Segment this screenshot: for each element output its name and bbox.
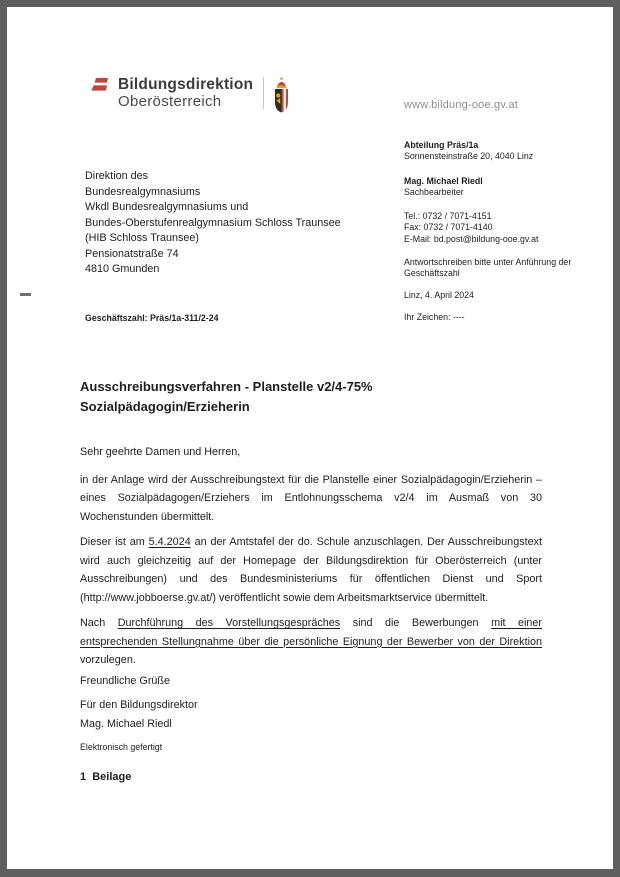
subject-line1: Ausschreibungsverfahren - Planstelle v2/4-75% <box>80 379 373 394</box>
your-reference <box>404 312 580 323</box>
org-name-line2: Oberösterreich <box>118 93 222 110</box>
subject-line <box>80 377 542 417</box>
place-date-text: Linz, 4. April 2024 <box>404 289 474 300</box>
letter-page <box>7 7 613 869</box>
subject-line2: Sozialpädagogin/Erzieherin <box>80 399 250 414</box>
coat-of-arms-icon <box>273 76 290 113</box>
paragraph-2: Dieser ist am 5.4.2024 an der Amtstafel der do. Schule anzuschlagen. Der Ausschreibungstext wird auch gleichzeitig auf der Homepage der Bildungsdirektion für Oberösterreich (unter Ausschreibungen) und des Bundesministeriums für öffentlichen Dienst und Sport (http://www.jobboerse.gv.at/) veröffentlicht sowie dem Arbeitsmarktservice übermittelt. <box>80 536 542 604</box>
header-logo <box>91 76 290 113</box>
phone-number: Tel.: 0732 / 7071-4151 <box>404 211 492 222</box>
department-address: Sonnensteinstraße 20, 4040 Linz <box>404 151 534 162</box>
officer-group <box>404 176 580 199</box>
reply-note-line1: Antwortschreiben bitte unter Anführung der <box>404 257 572 268</box>
signature-line2: Mag. Michael Riedl <box>80 717 172 730</box>
department-group <box>404 140 580 163</box>
officer-name: Mag. Michael Riedl <box>404 175 483 186</box>
signature-line1: Für den Bildungsdirektor <box>80 699 198 711</box>
paragraph-3: Nach Durchführung des Vorstellungsgespräches sind die Bewerbungen mit einer entsprechenden Stellungnahme über die persönliche Eignung der Bewerber von der Direktion vorzulegen. <box>80 617 542 666</box>
website-url: www.bildung-ooe.gv.at <box>404 99 519 111</box>
salutation: Sehr geehrte Damen und Herren, <box>80 446 241 458</box>
org-name-line1: Bildungsdirektion <box>118 76 254 93</box>
email-address: E-Mail: bd.post@bildung-ooe.gv.at <box>404 233 539 244</box>
officer-role: Sachbearbeiter <box>404 186 464 197</box>
signature-block <box>80 696 542 733</box>
recipient-address: Direktion des Bundesrealgymnasiums Wkdl Bundesrealgymnasiums und Bundes-Oberstufenrealgymnasium Schloss Traunsee (HIB Schloss Traunsee) Pensionatstraße 74 4810 Gmunden <box>85 170 341 275</box>
fold-mark <box>20 293 31 296</box>
enclosure-note: 1 Beilage <box>80 771 132 783</box>
logo-divider <box>263 77 264 109</box>
sender-info-block <box>404 140 580 323</box>
contact-details-group <box>404 211 580 245</box>
letter-body <box>80 377 542 787</box>
department-name: Abteilung Präs/1a <box>404 140 479 150</box>
your-reference-text: Ihr Zeichen: ---- <box>404 311 465 322</box>
austria-flag-icon <box>91 78 108 91</box>
reply-note <box>404 257 580 280</box>
paragraph-1: in der Anlage wird der Ausschreibungstext für die Planstelle einer Sozialpädagogin/Erzieherin – eines Sozialpädagogen/Erziehers im Entlohnungsschema v2/4 im Ausmaß von 30 Wochenstunden übermittelt. <box>80 473 542 523</box>
org-name <box>118 76 253 110</box>
place-date <box>404 290 580 301</box>
file-reference: Geschäftszahl: Präs/1a-311/2-24 <box>85 313 219 323</box>
electronic-signature-note: Elektronisch gefertigt <box>80 742 163 752</box>
fax-number: Fax: 0732 / 7071-4140 <box>404 222 493 233</box>
closing-phrase: Freundliche Grüße <box>80 674 171 687</box>
reply-note-line2: Geschäftszahl <box>404 268 460 279</box>
